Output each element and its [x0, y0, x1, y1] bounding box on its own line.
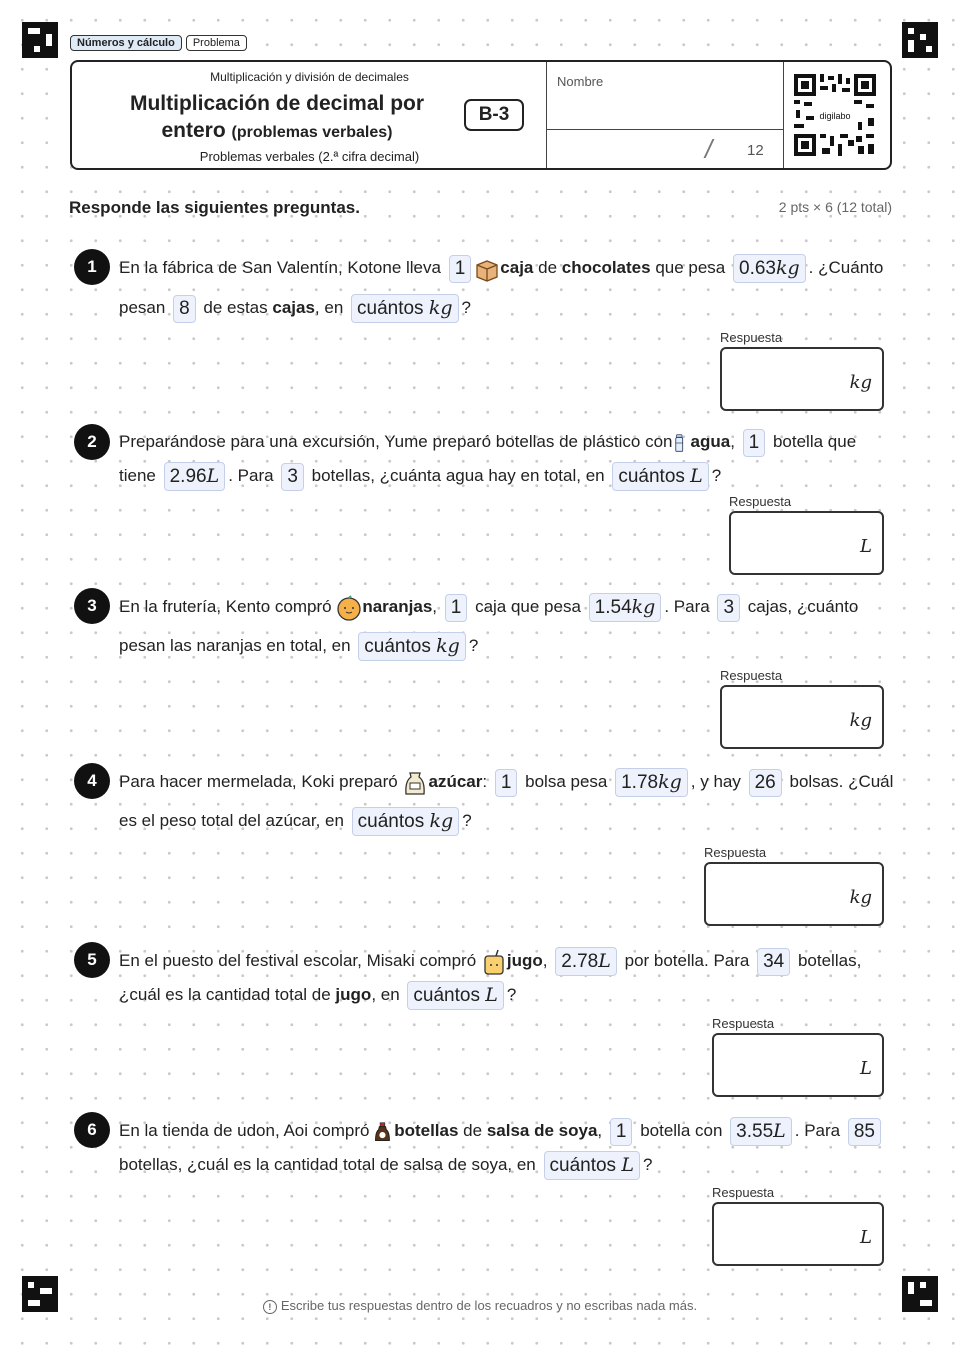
header-category: Multiplicación y división de decimales [210, 70, 409, 84]
q6-ask-unit: cuántos L [544, 1151, 640, 1180]
soy-sauce-icon [374, 1119, 394, 1145]
score-slash: / [705, 134, 713, 164]
answer-label-1: Respuesta [720, 330, 783, 345]
worksheet-code: B-3 [464, 99, 524, 131]
answer-box-4[interactable] [704, 862, 884, 926]
question-3-line-2: pesan las naranjas en total, en cuántos kg ? [119, 631, 890, 661]
name-divider [547, 129, 783, 130]
juice-icon [481, 949, 507, 975]
question-5-line-2: ¿cuál es la cantidad total de jugo, en cuántos L ? [119, 980, 890, 1010]
answer-label-3: Respuesta [720, 668, 783, 683]
q2-value: 2.96L [164, 462, 226, 491]
q4-ask-unit: cuántos kg [352, 807, 460, 836]
name-score-area [546, 62, 784, 168]
q3-quantity: 3 [717, 594, 740, 622]
category-tags [70, 35, 247, 51]
question-2-line-2: tiene 2.96L . Para 3 botellas, ¿cuánta agua hay en total, en cuántos L ? [119, 461, 890, 491]
question-2-line-1: Preparándose para una excursión, Yume preparó botellas de plástico con agua, 1 botella que [119, 427, 890, 457]
question-1-line-2: pesan 8 de estas cajas, en cuántos kg ? [119, 293, 890, 323]
box-icon [474, 256, 500, 282]
q6-count: 1 [610, 1118, 633, 1146]
question-6-line-1: En la tienda de udon, Aoi compró botellas de salsa de soya, 1 botella con 3.55L . Para 85 [119, 1116, 890, 1146]
question-number-6: 6 [74, 1112, 110, 1148]
corner-marker-top-left [22, 22, 58, 58]
answer-unit-4: kg [849, 887, 872, 908]
question-1-line-1: En la fábrica de San Valentín, Kotone lleva 1 caja de chocolates que pesa 0.63kg . ¿Cuánto [119, 253, 890, 283]
q3-value: 1.54kg [589, 593, 662, 622]
question-number-1: 1 [74, 249, 110, 285]
worksheet-header [70, 60, 892, 170]
answer-box-5[interactable] [712, 1033, 884, 1097]
question-number-3: 3 [74, 588, 110, 624]
answer-label-4: Respuesta [704, 845, 767, 860]
answer-box-1[interactable] [720, 347, 884, 411]
water-bottle-icon [673, 430, 691, 456]
q1-ask-unit: cuántos kg [351, 294, 459, 323]
q1-quantity: 8 [173, 295, 196, 323]
header-subtitle: Problemas verbales (2.ª cifra decimal) [199, 149, 420, 164]
answer-box-2[interactable] [729, 511, 884, 575]
corner-marker-top-right [902, 22, 938, 58]
question-3-line-1: En la frutería, Kento compró naranjas, 1 caja que pesa 1.54kg . Para 3 cajas, ¿cuánto [119, 592, 890, 622]
tag-problem: Problema [186, 35, 247, 51]
question-4-line-1: Para hacer mermelada, Koki preparó azúcar: 1 bolsa pesa 1.78kg , y hay 26 bolsas. ¿Cuál [119, 767, 890, 797]
qr-code-icon [792, 72, 878, 158]
answer-label-6: Respuesta [712, 1185, 775, 1200]
question-4-line-2: es el peso total del azúcar, en cuántos kg ? [119, 806, 890, 836]
question-5-line-1: En el puesto del festival escolar, Misaki compró jugo, 2.78L por botella. Para 34 botellas, [119, 946, 890, 976]
q3-count: 1 [445, 594, 468, 622]
points-info: 2 pts × 6 (12 total) [778, 199, 892, 215]
svg-text:digilabo: digilabo [819, 111, 851, 121]
q5-value: 2.78L [555, 947, 617, 976]
footer-note: ! Escribe tus respuestas dentro de los recuadros y no escribas nada más. [0, 1298, 960, 1314]
question-6-line-2: botellas, ¿cuál es la cantidad total de salsa de soya, en cuántos L ? [119, 1150, 890, 1180]
answer-label-2: Respuesta [729, 494, 792, 509]
q6-value: 3.55L [730, 1117, 792, 1146]
q5-ask-unit: cuántos L [407, 981, 503, 1010]
q4-value: 1.78kg [615, 768, 688, 797]
sugar-bag-icon [402, 770, 428, 796]
answer-unit-2: L [860, 536, 872, 557]
answer-unit-3: kg [849, 710, 872, 731]
q4-count: 1 [495, 769, 518, 797]
instructions: Responde las siguientes preguntas. [69, 198, 360, 217]
q6-quantity: 85 [848, 1118, 881, 1146]
q2-quantity: 3 [281, 463, 304, 491]
answer-box-6[interactable] [712, 1202, 884, 1266]
q5-quantity: 34 [757, 948, 790, 976]
answer-box-3[interactable] [720, 685, 884, 749]
question-number-5: 5 [74, 942, 110, 978]
answer-unit-1: kg [849, 372, 872, 393]
score-total: 12 [747, 142, 764, 159]
q2-ask-unit: cuántos L [612, 462, 708, 491]
info-icon: ! [263, 1300, 277, 1314]
q1-value: 0.63kg [733, 254, 806, 283]
page-title: Multiplicación de decimal por entero (problemas verbales) [129, 92, 425, 142]
question-number-2: 2 [74, 424, 110, 460]
q3-ask-unit: cuántos kg [358, 632, 466, 661]
answer-unit-6: L [860, 1227, 872, 1248]
answer-label-5: Respuesta [712, 1016, 775, 1031]
q4-quantity: 26 [749, 769, 782, 797]
q1-count: 1 [449, 255, 472, 283]
answer-unit-5: L [860, 1058, 872, 1079]
q2-count: 1 [743, 429, 766, 457]
name-label: Nombre [557, 74, 604, 89]
tag-numbers: Números y cálculo [70, 35, 182, 51]
orange-icon [336, 595, 362, 621]
question-number-4: 4 [74, 763, 110, 799]
